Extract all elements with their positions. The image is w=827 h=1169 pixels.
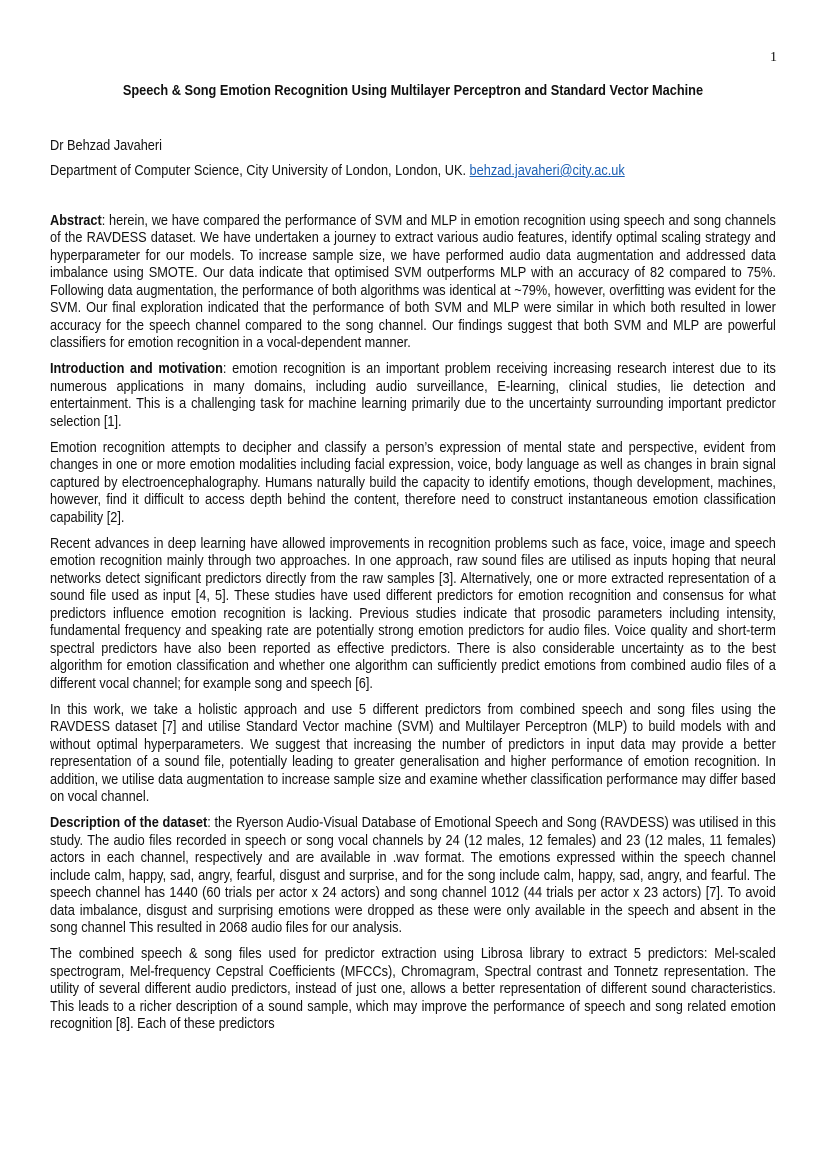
paragraph [50, 535, 776, 693]
paragraph-text: The combined speech & song files used for predictor extraction using Librosa library to extract 5 predictors: Mel-scaled spectrogram, Mel-frequency Cepstral Coefficients (MFCCs), Chromagram, Spectral contrast and Tonnetz representation. The utility of several different audio predictors, instead of just one, allows a better representation of different sound characteristics. This leads to a richer description of a sound sample, which may improve the performance of speech and song related emotion recognition [8]. Each of these predictors [50, 945, 776, 1032]
paragraphs [50, 212, 776, 1033]
page-number: 1 [770, 50, 777, 65]
email-link[interactable]: behzad.javaheri@city.ac.uk [469, 162, 625, 179]
paragraph [50, 439, 776, 527]
paragraph-text: : the Ryerson Audio-Visual Database of Emotional Speech and Song (RAVDESS) was utilised in this study. The audio files recorded in speech or song vocal channels by 24 (12 males, 12 females) and 23 (12 males, 11 females) actors in each channel, respectively and are available in .wav format. The emotions expressed within the speech channel include calm, happy, sad, angry, fearful, disgust and surprise, and for the song include calm, happy, sad, angry, and fearful. The speech channel has 1440 (60 trials per actor x 24 actors) and song channel 1012 (44 trials per actor x 23 actors) [7]. To avoid data imbalance, disgust and surprising emotions were dropped as these were only available in the speech and absent in the song channel This resulted in 2068 audio files for our analysis. [50, 814, 776, 936]
paragraph-text: : herein, we have compared the performance of SVM and MLP in emotion recognition using speech and song channels of the RAVDESS dataset. We have undertaken a journey to extract various audio features, identify optimal scaling strategy and hyperparameter for our models. To increase sample size, we have performed audio data augmentation and addressed data imbalance using SMOTE. Our data indicate that optimised SVM outperforms MLP with an accuracy of 82 compared to 75%. Following data augmentation, the performance of both algorithms was identical at ~79%, however, overfitting was evident for the SVM. Our final exploration indicated that the performance of both SVM and MLP were similar in which both resulted in lower accuracy for the speech channel compared to the song channel. Our findings suggest that both SVM and MLP are powerful classifiers for emotion recognition in a vocal-dependent manner. [50, 211, 776, 351]
paragraph-heading: Introduction and motivation [50, 360, 223, 377]
paragraph [50, 945, 776, 1033]
page-body [50, 82, 776, 1041]
paragraph-text: Recent advances in deep learning have allowed improvements in recognition problems such as face, voice, image and speech emotion recognition mainly through two approaches. In one approach, raw sound files are utilised as inputs hoping that neural networks detect significant predictors directly from the raw samples [3]. Alternatively, one or more extracted representation of a sound file used as input [4, 5]. These studies have used different predictors for emotion recognition and consensus for what predictors influence emotion recognition is lacking. Previous studies indicate that prosodic parameters including intensity, fundamental frequency and speaking rate are potentially strong emotion predictors for audio files. Voice quality and short-term spectral predictors have also been reported as effective predictors. There is also considerable uncertainty as to the best algorithm for emotion classification and whether one algorithm can sufficiently predict emotions from combined audio files of a different vocal channel; for example song and speech [6]. [50, 534, 776, 692]
paragraph [50, 212, 776, 352]
paragraph [50, 701, 776, 806]
author-name: Dr Behzad Javaheri [50, 136, 162, 154]
paragraph [50, 360, 776, 430]
paragraph-heading: Abstract [50, 211, 102, 229]
paragraph-text: In this work, we take a holistic approach and use 5 different predictors from combined speech and song files using the RAVDESS dataset [7] and utilise Standard Vector machine (SVM) and Multilayer Perceptron (MLP) to build models with and without optimal hyperparameters. We suggest that increasing the number of predictors in input data may provide a better representation of a sound file, potentially leading to greater generalisation and higher performance of emotion recognition. In addition, we utilise data augmentation to increase sample size and examine whether classification performance may differ based on vocal channel. [50, 700, 776, 805]
paragraph [50, 814, 776, 937]
paragraph-heading: Description of the dataset [50, 814, 208, 831]
paragraph-text: : emotion recognition is an important problem receiving increasing research interest due to its numerous applications in many domains, including audio surveillance, E-learning, clinical studies, lie detection and entertainment. This is a challenging task for machine learning primarily due to the uncertainty surrounding important predictor selection [1]. [50, 360, 776, 430]
paragraph-text: Emotion recognition attempts to decipher and classify a person’s expression of mental state and perspective, evident from changes in one or more emotion modalities including facial expression, voice, body language as well as changes in brain signal captured by electroencephalography. Humans naturally build the capacity to identify emotions, though development, machines, however, find it difficult to access depth behind the content, therefore need to construct instantaneous emotion classification capability [2]. [50, 438, 776, 526]
affiliation-text: Department of Computer Science, City University of London, London, UK. [50, 162, 467, 179]
paper-title: Speech & Song Emotion Recognition Using Multilayer Perceptron and Standard Vector Machine [122, 82, 704, 99]
affiliation [50, 162, 776, 180]
